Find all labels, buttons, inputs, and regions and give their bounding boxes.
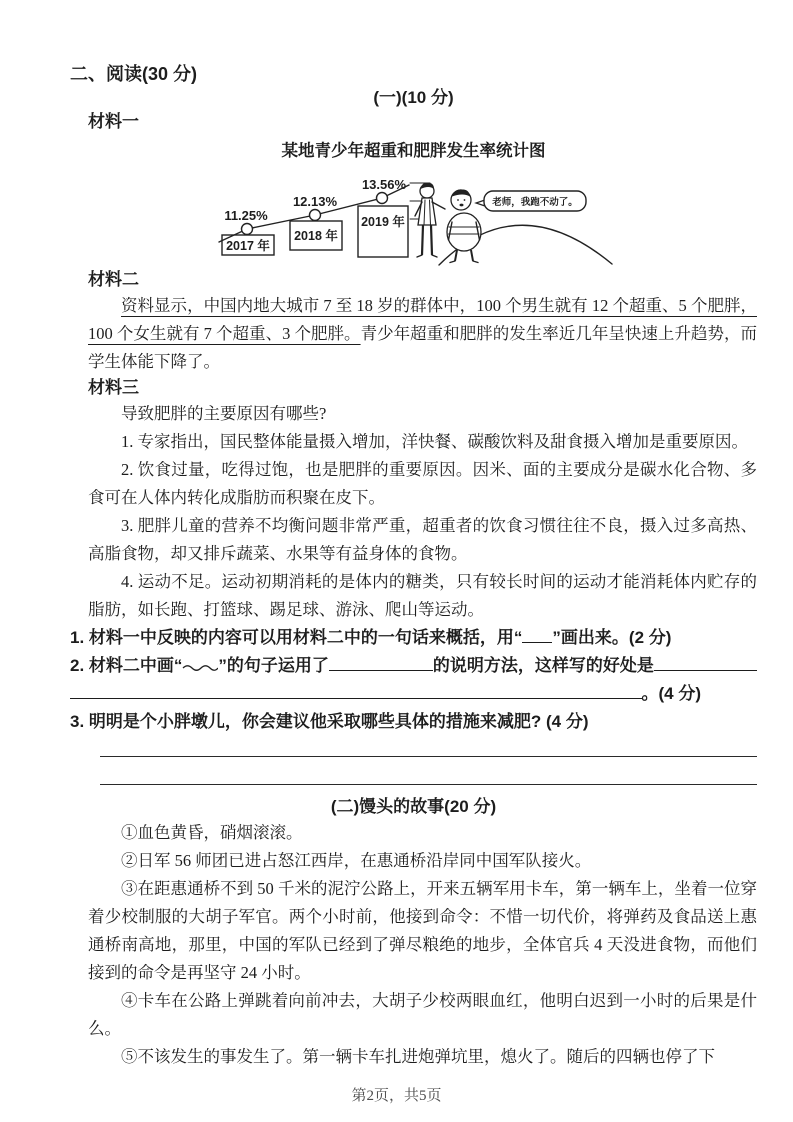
material-3-point-2: 2. 饮食过量，吃得过饱，也是肥胖的重要原因。因米、面的主要成分是碳水化合物、多食可在人体内转化成脂肪而积聚在皮下。: [88, 460, 757, 507]
story-paragraph-5: ⑤不该发生的事发生了。第一辆卡车扎进炮弹坑里，熄火了。随后的四辆也停了下: [121, 1047, 715, 1066]
year-box-2017: [222, 235, 274, 255]
subsection-header: (一)(10 分): [373, 88, 454, 107]
material-3-point-3: 3. 肥胖儿童的营养不均衡问题非常严重，超重者的饮食习惯往往不良，摄入过多高热、高脂食物，却又排斥蔬菜、水果等有益身体的食物。: [88, 516, 757, 563]
material-2-rest: 青少年超重和肥胖的发生率近几年呈快速上升趋势，而学生体能下降了。: [88, 324, 758, 371]
year-box-2019: [358, 206, 408, 257]
story-paragraph-1: ①血色黄昏，硝烟滚滚。: [121, 823, 303, 842]
answer-blank: [329, 653, 433, 671]
statistics-chart: [70, 164, 757, 268]
story-title: (二)馒头的故事(20 分): [330, 797, 497, 816]
story-paragraph-3: ③在距惠通桥不到 50 千米的泥泞公路上，开来五辆军用卡车，第一辆车上，坐着一位穿着少校制服的大胡子军官。两个小时前，他接到命令：不惜一切代价，将弹药及食品送上惠通桥南高地，那里，中国的军队已经到了弹尽粮绝的地步，全体官兵 4 天没进食物，而他们接到的命令是再坚守 24 小时。: [88, 879, 757, 982]
data-point-2019: [377, 193, 388, 204]
year-box-2018: [290, 221, 342, 250]
percent-label-2017: 11.25%: [224, 208, 268, 223]
speech-bubble-text: 老师，我跑不动了。: [492, 197, 578, 208]
page-footer: 第2页，共5页: [351, 1088, 442, 1104]
speech-bubble: [476, 191, 586, 211]
student-figure: [447, 189, 481, 262]
answer-line: [100, 757, 757, 785]
material-3-label: 材料三: [88, 378, 139, 397]
material-3-point-4: 4. 运动不足。运动初期消耗的是体内的糖类，只有较长时间的运动才能消耗体内贮存的脂肪，如长跑、打篮球、踢足球、游泳、爬山等运动。: [88, 572, 757, 619]
percent-label-2019: 13.56%: [361, 177, 407, 192]
material-2-paragraph: [88, 292, 757, 376]
question-2-line-1: 2. 材料二中画“ ”的句子运用了 的说明方法，这样写的好处是: [70, 652, 757, 680]
answer-line: [100, 736, 757, 757]
svg-text:2019 年: 2019 年: [361, 215, 405, 229]
question-1: 1. 材料一中反映的内容可以用材料二中的一句话来概括，用“ ”画出来。(2 分): [70, 624, 757, 652]
chart-title: 某地青少年超重和肥胖发生率统计图: [281, 142, 546, 160]
chart-illustration: [198, 164, 618, 268]
data-point-2018: [310, 210, 321, 221]
underlined-sentence: 资料显示，中国内地大城市 7 至 18 岁的群体中，100 个男生就有 12 个超重、5 个肥胖，100 个女生就有 7 个超重、3 个肥胖。: [88, 296, 757, 343]
answer-blank: [522, 625, 552, 643]
data-point-2017: [242, 224, 253, 235]
question-2-line-2: 。(4 分): [70, 680, 757, 708]
svg-text:2017 年: 2017 年: [226, 239, 270, 253]
story-paragraph-4: ④卡车在公路上弹跳着向前冲去，大胡子少校两眼血红，他明白迟到一小时的后果是什么。: [88, 991, 757, 1038]
section-header: 二、阅读(30 分): [70, 64, 198, 84]
svg-text:2018 年: 2018 年: [294, 229, 338, 243]
teacher-figure: [415, 182, 445, 257]
material-2-label: 材料二: [88, 270, 139, 289]
percent-label-2018: 12.13%: [292, 194, 338, 209]
material-3-lead-question: 导致肥胖的主要原因有哪些?: [121, 404, 327, 423]
question-3: 3. 明明是个小胖墩儿，你会建议他采取哪些具体的措施来减肥? (4 分): [70, 712, 589, 731]
answer-blank: [70, 681, 642, 699]
material-1-label: 材料一: [88, 112, 139, 131]
wavy-line-mark: [182, 652, 218, 680]
material-3-point-1: 1. 专家指出，国民整体能量摄入增加，洋快餐、碳酸饮料及甜食摄入增加是重要原因。: [121, 432, 748, 451]
answer-blank: [654, 653, 757, 671]
story-paragraph-2: ②日军 56 师团已进占怒江西岸，在惠通桥沿岸同中国军队接火。: [121, 851, 592, 870]
